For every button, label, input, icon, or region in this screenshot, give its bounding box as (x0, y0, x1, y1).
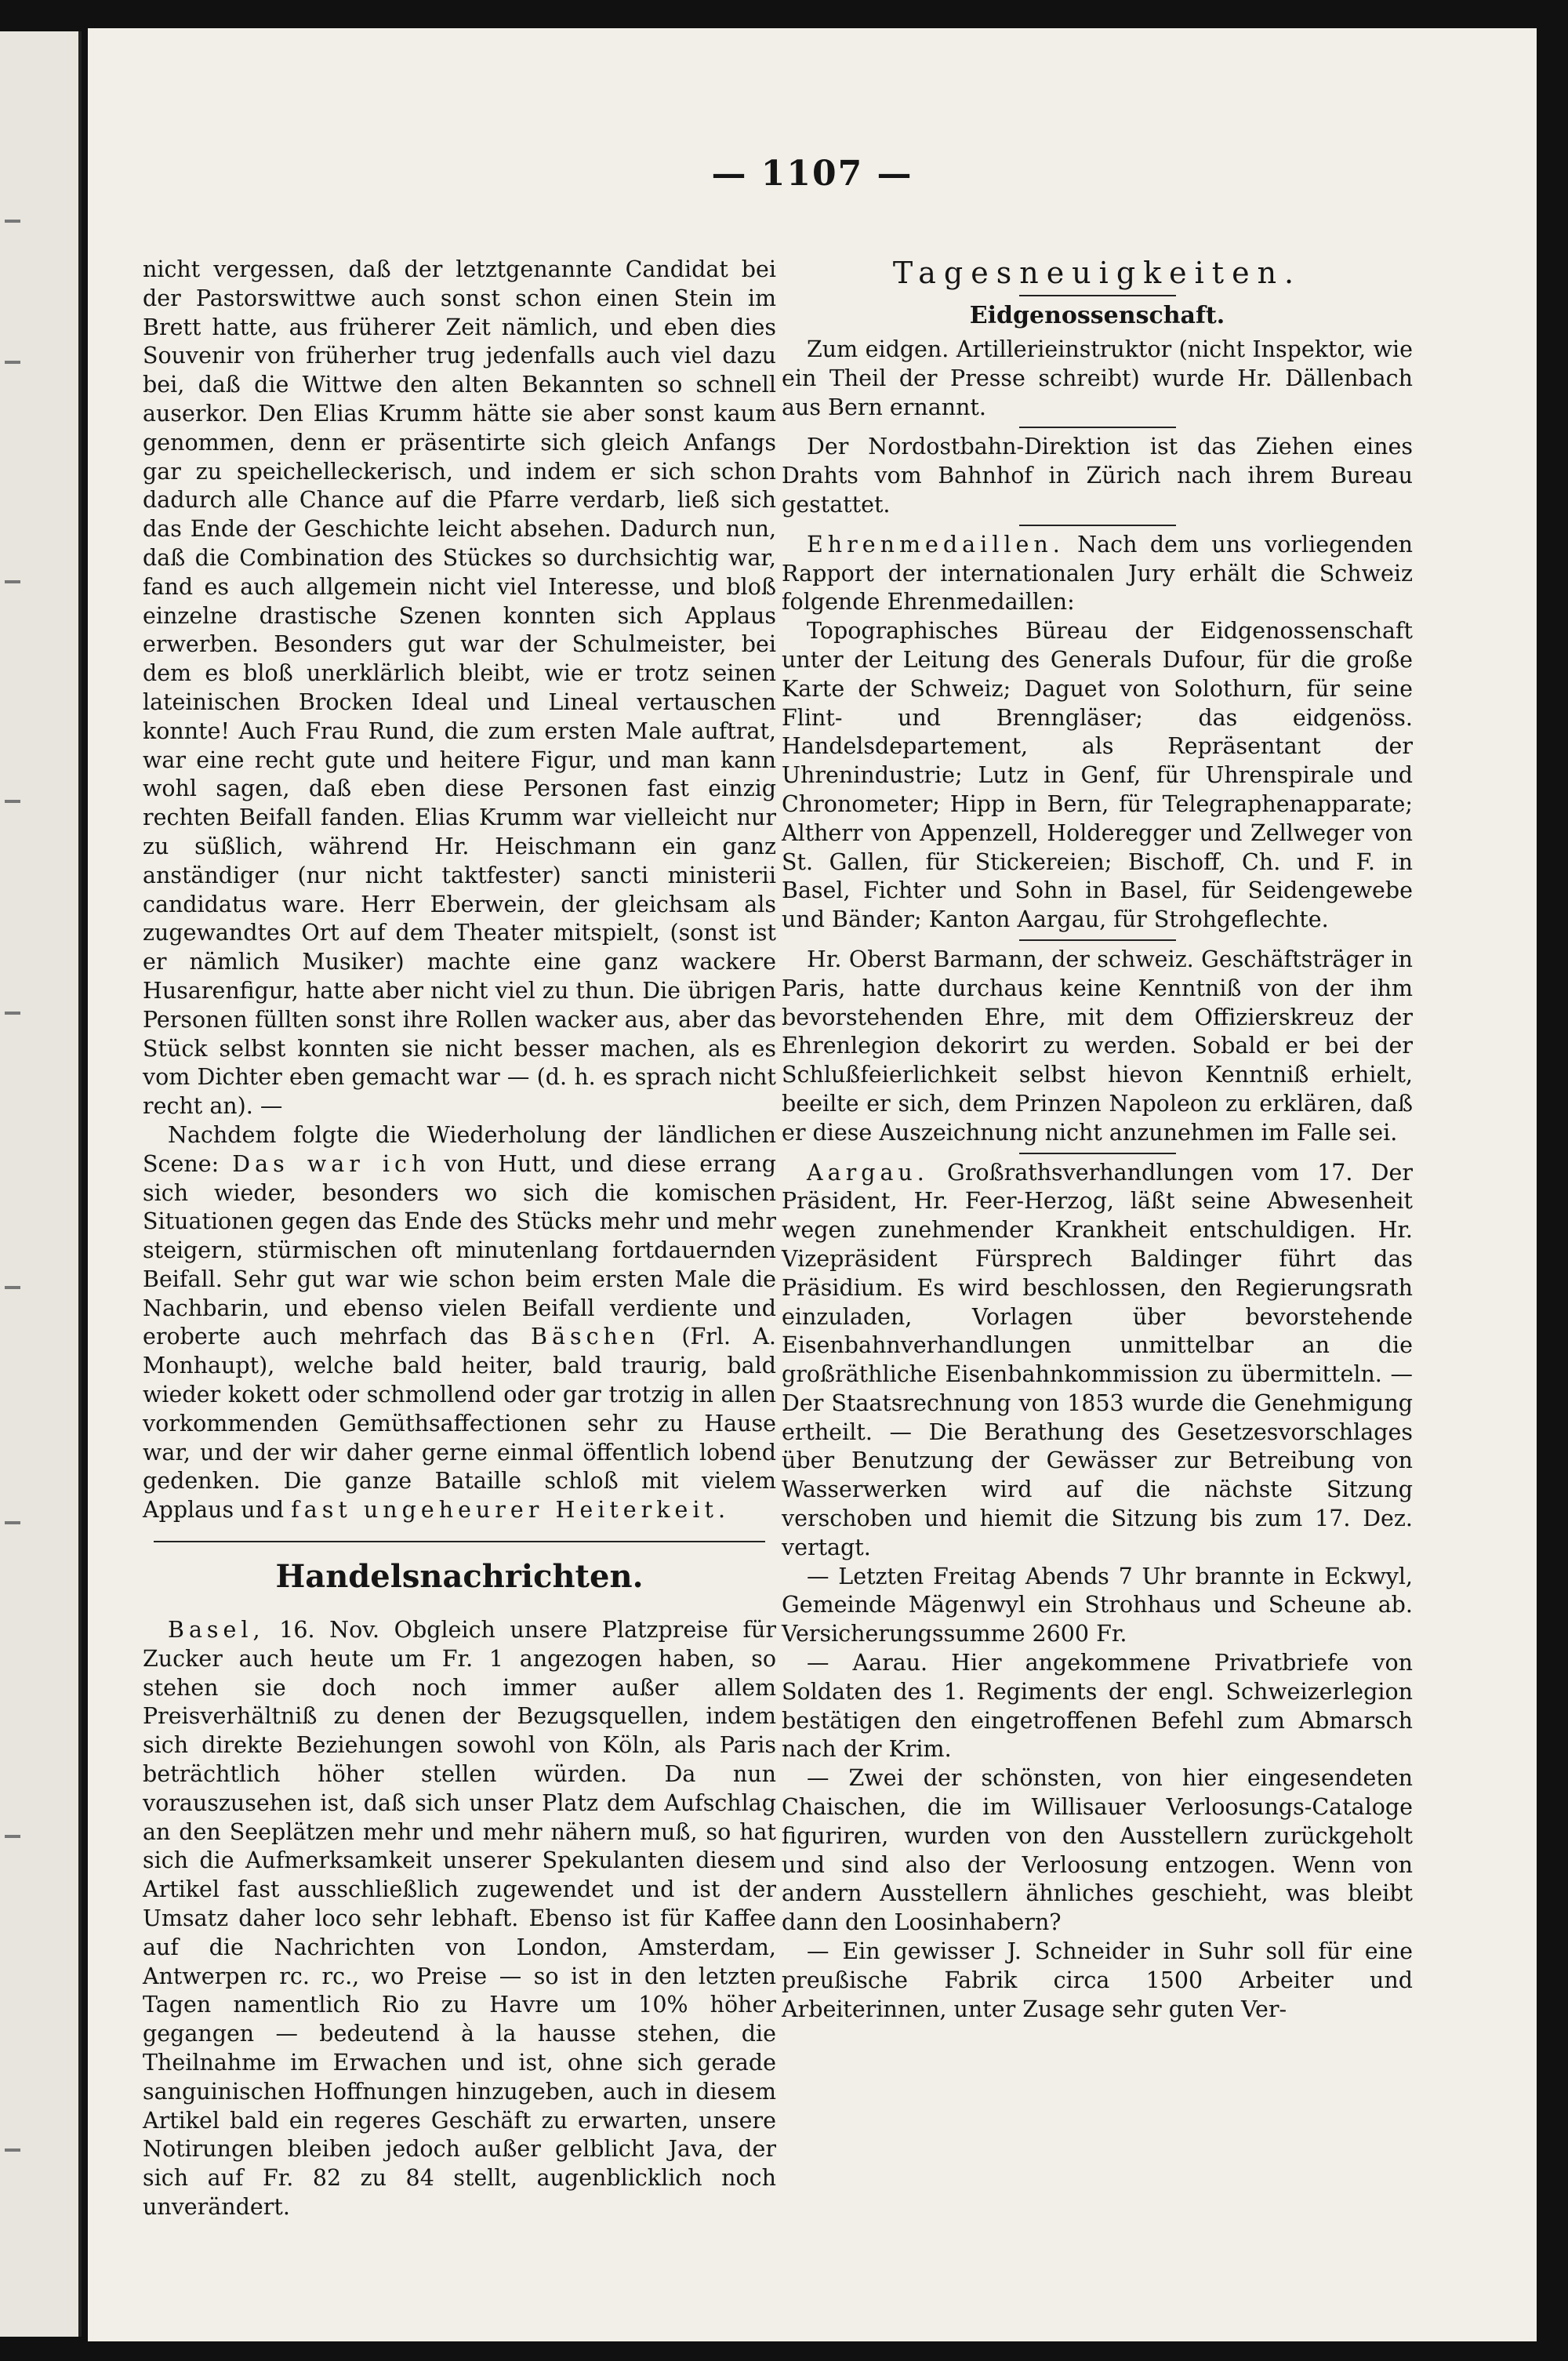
medals-list: Topographisches Büreau der Eidgenossenschaft unter der Leitung des Generals Dufour, für die große Karte der Schweiz; Daguet von Solothurn, für seine Flint- und Brenngläser; das eidgenöss. Handelsdepartement, als Repräsentant der Uhrenindustrie; Lutz in Genf, für Uhrenspirale und Chronometer; Hipp in Bern, für Telegraphenapparate; Altherr von Appenzell, Holderegger und Zellweger von St. Gallen, für Stickereien; Bischoff, Ch. und F. in Basel, Fichter und Sohn in Basel, für Seidengewebe und Bänder; Kanton Aargau, für Strohgeflechte. (782, 618, 1413, 933)
medals-title: Ehrenmedaillen. (807, 531, 1065, 558)
news-item-8: — Zwei der schönsten, von hier eingesendeten Chaischen, die im Willisauer Verloosungs-Cataloge figuriren, wurden von den Ausstellern zurückgeholt und sind also der Verloosung entzogen. Wenn von andern Ausstellern ähnliches geschieht, was bleibt dann den Loosinhabern? (782, 1765, 1413, 1936)
scene-body: von Hutt, und diese errang sich wieder, besonders wo sich die komischen Situationen gegen das Ende des Stücks mehr und mehr steigern, stürmischen oft minutenlang fortdauernden Beifall. Sehr gut war wie schon beim ersten Male die Nachbarin, und ebenso vielen Beifall verdiente und eroberte auch mehrfach das (143, 1150, 776, 1350)
item-rule (1019, 427, 1176, 428)
left-column (143, 256, 776, 2222)
role-name: Bäschen (531, 1324, 660, 1350)
previous-page-edge (0, 31, 82, 2337)
medals-intro: Nach dem uns vorliegenden Rapport der internationalen Jury erhält die Schweiz folgende Ehrenmedaillen: (782, 531, 1413, 616)
news-item-6: — Letzten Freitag Abends 7 Uhr brannte in Eckwyl, Gemeinde Mägenwyl ein Strohhaus und Scheune ab. Versicherungssumme 2600 Fr. (782, 1563, 1413, 1647)
handel-place: Basel, (168, 1617, 265, 1644)
news-item-1: Zum eidgen. Artillerieinstruktor (nicht Inspektor, wie ein Theil der Presse schreibt) wurde Hr. Dällenbach aus Bern ernannt. (782, 336, 1413, 420)
item-rule (1019, 1153, 1176, 1154)
handel-body: 16. Nov. Obgleich unsere Platzpreise für Zucker auch heute um Fr. 1 angezogen haben, so stehen sie doch noch immer außer allem Preisverhältniß zu denen der Bezugsquellen, indem sich direkte Beziehungen sowohl von Köln, als Paris beträchtlich höher stellen würden. Da nun vorauszusehen ist, daß sich unser Platz dem Aufschlag an den Seeplätzen mehr und mehr nähern muß, so hat sich die Aufmerksamkeit unserer Spekulanten diesem Artikel fast ausschließlich zugewendet und ist der Umsatz daher loco sehr lebhaft. Ebenso ist für Kaffee auf die Nachrichten von London, Amsterdam, Antwerpen rc. rc., wo Preise — so ist in den letzten Tagen namentlich Rio zu Havre um 10% höher gegangen — bedeutend à la hausse stehen, die Theilnahme im Erwachen und ist, ohne sich gerade sanguinischen Hoffnungen hinzugeben, auch in diesem Artikel bald ein regeres Geschäft zu erwarten, unsere Notirungen bleiben jedoch außer gelblicht Java, der sich auf Fr. 82 zu 84 stellt, augenblicklich noch unverändert. (143, 1617, 777, 2220)
right-column (782, 256, 1413, 2024)
news-item-9: — Ein gewisser J. Schneider in Suhr soll für eine preußische Fabrik circa 1500 Arbeiter und Arbeiterinnen, unter Zusage sehr guten Ver- (782, 1938, 1413, 2022)
scene-body-cont: (Frl. A. Monhaupt), welche bald heiter, bald traurig, bald wieder kokett oder schmollend oder gar trotzig in allen vorkommenden Gemüthsaffectionen sehr zu Hause war, und der wir daher gerne einmal öffentlich lobend gedenken. Die ganze Bataille schloß mit vielem Applaus und (143, 1324, 776, 1524)
news-item-5 (782, 1159, 1413, 1563)
news-item-2: Der Nordostbahn-Direktion ist das Ziehen eines Drahts vom Bahnhof in Zürich nach ihrem Bureau gestattet. (782, 434, 1413, 518)
handel-paragraph (143, 1616, 776, 2222)
item-rule (1019, 525, 1176, 526)
news-heading: Tagesneuigkeiten. (892, 256, 1302, 290)
news-item-3 (782, 531, 1413, 617)
scene-paragraph (143, 1121, 776, 1525)
news-item-7: — Aarau. Hier angekommene Privatbriefe von Soldaten des 1. Regiments der engl. Schweizerlegion bestätigen den eingetroffenen Befehl zum Abmarsch nach der Krim. (782, 1650, 1413, 1763)
newspaper-page (88, 28, 1537, 2341)
section-divider (154, 1541, 765, 1542)
aargau-body: Großrathsverhandlungen vom 17. Der Präsident, Hr. Feer-Herzog, läßt seine Abwesenheit wegen zunehmender Krankheit entschuldigen. Hr. Vizepräsident Fürsprech Baldinger führt das Präsidium. Es wird beschlossen, den Regierungsrath einzuladen, Vorlagen über bevorstehende Eisenbahnverhandlungen unmittelbar an die großräthliche Eisenbahnkommission zu übermitteln. — Der Staatsrechnung von 1853 wurde die Genehmigung ertheilt. — Die Berathung des Gesetzesvorschlages über Benutzung der Gewässer zur Betreibung von Wasserwerken wird auf die nächste Sitzung verschoben und hiemit die Sitzung bis zum 17. Dez. vertagt. (782, 1159, 1413, 1560)
news-item-4: Hr. Oberst Barmann, der schweiz. Geschäftsträger in Paris, hatte durchaus keine Kenntniß von der ihm bevorstehenden Ehre, mit dem Offizierskreuz der Ehrenlegion dekorirt zu werden. Sobald er bei der Schlußfeierlichkeit selbst hievon Kenntniß erhielt, beeilte er sich, dem Prinzen Napoleon zu erklären, daß er diese Auszeichnung nicht anzunehmen im Falle sei. (782, 946, 1413, 1146)
item-rule (1019, 939, 1176, 941)
play-title: Das war ich (232, 1150, 431, 1177)
page-number: — 1107 — (711, 154, 913, 194)
heading-rule (1019, 295, 1176, 296)
theater-review-paragraph: nicht vergessen, daß der letztgenannte Candidat bei der Pastorswittwe auch sonst schon einen Stein im Brett hatte, aus früherer Zeit nämlich, und eben dies Souvenir von früherher trug jedenfalls auch viel dazu bei, daß die Wittwe den alten Bekannten so schnell auserkor. Den Elias Krumm hätte sie aber sonst kaum genommen, denn er präsentirte sich gleich Anfangs gar zu speichelleckerisch, und indem er sich schon dadurch alle Chance auf die Pfarre verdarb, ließ sich das Ende der Geschichte leicht absehen. Dadurch nun, daß die Combination des Stückes so durchsichtig war, fand es auch allgemein nicht viel Interesse, und bloß einzelne drastische Szenen konnten sich Applaus erwerben. Besonders gut war der Schulmeister, bei dem es bloß unerklärlich bleibt, wie er trotz seinen lateinischen Brocken Ideal und Lineal vertauschen konnte! Auch Frau Rund, die zum ersten Male auftrat, war eine recht gute und heitere Figur, und man kann wohl sagen, daß eben diese Personen fast einzig rechten Beifall fanden. Elias Krumm war vielleicht nur zu süßlich, während Hr. Heischmann ein ganz anständiger (nur nicht taktfester) sancti ministerii candidatus ware. Herr Eberwein, der gleichsam als zugewandtes Ort auf dem Theater mitspielt, (sonst ist er nämlich Musiker) machte eine ganz wackere Husarenfigur, hatte aber nicht viel zu thun. Die übrigen Personen füllten sonst ihre Rollen wacker aus, aber das Stück selbst konnten sie nicht besser machen, als es vom Dichter eben gemacht war — (d. h. es sprach nicht recht an). — (143, 256, 776, 1120)
scene-intro: Nachdem folgte die Wiederholung der ländlichen Scene: (143, 1121, 776, 1177)
handel-heading: Handelsnachrichten. (275, 1558, 644, 1596)
news-subheading: Eidgenossenschaft. (969, 302, 1225, 329)
scene-ending: fast ungeheurer Heiterkeit. (291, 1497, 731, 1524)
aargau-place: Aargau. (807, 1159, 929, 1186)
